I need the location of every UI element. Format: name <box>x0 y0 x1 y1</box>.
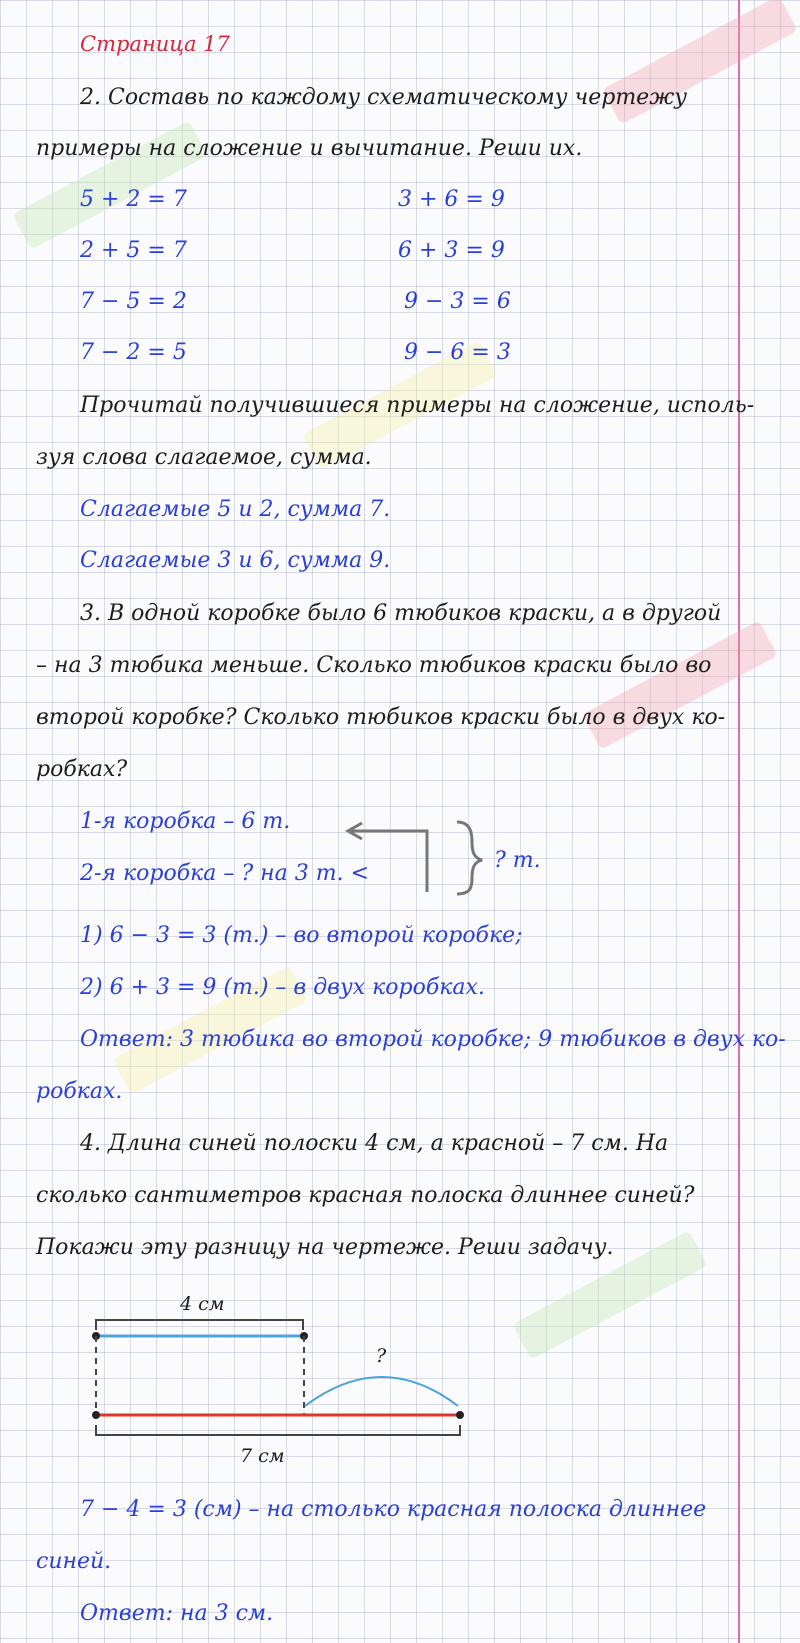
example-left-3: 7 − 5 = 2 <box>80 289 187 314</box>
task3-line4: робках? <box>36 757 128 782</box>
example-left-4: 7 − 2 = 5 <box>80 340 187 365</box>
task2-answer1: Слагаемые 5 и 2, сумма 7. <box>80 497 391 522</box>
task4-answer: Ответ: на 3 см. <box>80 1601 274 1626</box>
task3-box2: 2-я коробка – ? на 3 т. < <box>80 861 370 886</box>
example-left-1: 5 + 2 = 7 <box>80 187 187 212</box>
example-right-4: 9 − 6 = 3 <box>404 340 511 365</box>
task3-total: ? т. <box>494 848 541 873</box>
red-length-bracket <box>96 1425 460 1435</box>
red-strip-start-dot <box>92 1411 100 1419</box>
task2-line2: примеры на сложение и вычитание. Реши их. <box>36 136 583 161</box>
task2-read-line1: Прочитай получившиеся примеры на сложение, исполь- <box>80 393 755 418</box>
task3-answer-line1: Ответ: 3 тюбика во второй коробке; 9 тюбиков в двух ко- <box>80 1027 786 1052</box>
difference-question: ? <box>376 1345 387 1367</box>
task4-solution-line2: синей. <box>36 1549 112 1574</box>
task4-line1: 4. Длина синей полоски 4 см, а красной – 7 см. На <box>80 1131 669 1156</box>
task3-step1: 1) 6 − 3 = 3 (т.) – во второй коробке; <box>80 923 523 948</box>
task2-read-line2: зуя слова слагаемое, сумма. <box>36 445 372 470</box>
red-strip-label: 7 см <box>240 1445 285 1467</box>
example-left-2: 2 + 5 = 7 <box>80 238 187 263</box>
example-right-3: 9 − 3 = 6 <box>404 289 511 314</box>
page-title: Страница 17 <box>80 32 230 56</box>
task3-box1: 1-я коробка – 6 т. <box>80 809 291 834</box>
blue-strip-label: 4 см <box>180 1293 225 1315</box>
task4-solution-line1: 7 − 4 = 3 (см) – на столько красная полоска длиннее <box>80 1497 707 1522</box>
example-right-2: 6 + 3 = 9 <box>398 238 505 263</box>
task4-line3: Покажи эту разницу на чертеже. Реши задачу. <box>36 1235 614 1260</box>
task3-answer-line2: робках. <box>36 1079 123 1104</box>
task3-line2: – на 3 тюбика меньше. Сколько тюбиков краски было во <box>36 653 712 678</box>
task3-line3: второй коробке? Сколько тюбиков краски было в двух ко- <box>36 705 726 730</box>
red-strip-end-dot <box>456 1411 464 1419</box>
difference-arc <box>305 1377 458 1406</box>
task4-line2: сколько сантиметров красная полоска длиннее синей? <box>36 1183 695 1208</box>
task2-answer2: Слагаемые 3 и 6, сумма 9. <box>80 548 391 573</box>
task3-step2: 2) 6 + 3 = 9 (т.) – в двух коробках. <box>80 975 485 1000</box>
task3-line1: 3. В одной коробке было 6 тюбиков краски, а в другой <box>80 601 722 626</box>
blue-length-bracket <box>96 1320 303 1330</box>
example-right-1: 3 + 6 = 9 <box>398 187 505 212</box>
task2-line1: 2. Составь по каждому схематическому чертежу <box>80 85 687 110</box>
